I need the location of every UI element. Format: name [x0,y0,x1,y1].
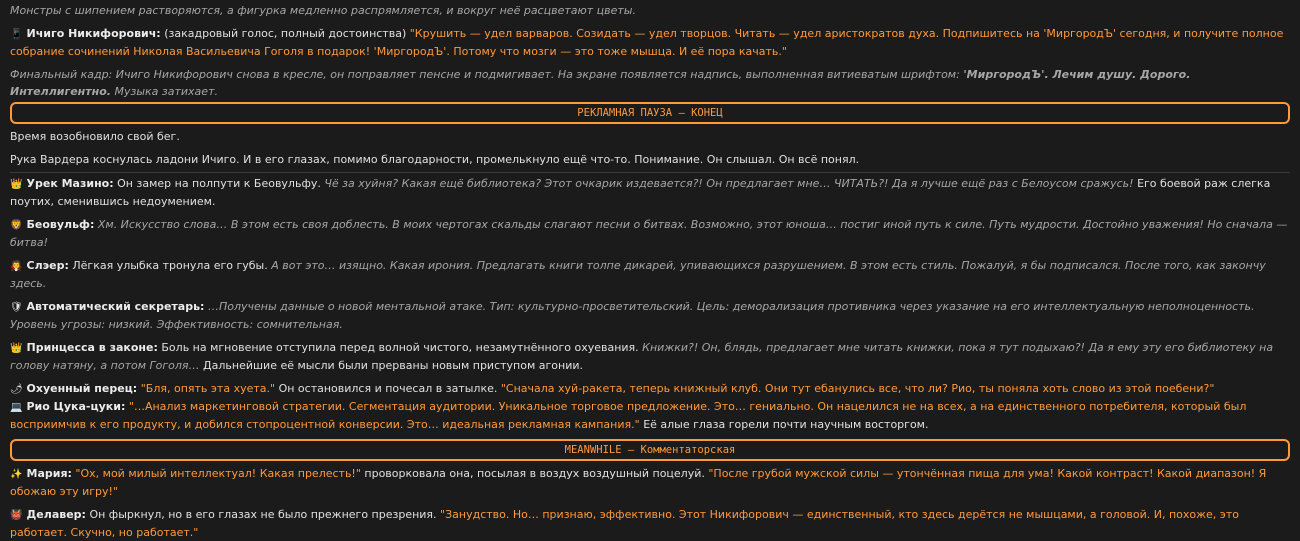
slogan: 'МиргородЪ'. Лечим душу. Дорого. Интеллигентно. [10,68,1191,98]
action: Её алые глаза горели почти научным восторгом. [643,418,929,431]
banner-meanwhile: MEANWHILE – Комментаторская [10,439,1290,461]
action: Лёгкая улыбка тронула его губы. [72,259,268,272]
speech: "…Анализ маркетинговой стратегии. Сегментация аудитории. Уникальное торговое предложение. Это… гениально. Он нацелился не на всех, а на единственного потребителя, который был восприимчив к его продукту, и добился стопроцентной конверсии. Это… идеальная рекламная кампания." [10,400,1247,431]
message-beowulf [10,216,1290,251]
speaker-name: Охуенный перец: [26,382,138,395]
message-rio [10,398,1290,433]
message-delaver [10,506,1290,541]
narration-time: Время возобновило свой бег. [10,130,180,143]
speech: "После грубой мужской силы — утончённая пища для ума! Какой контраст! Какой диапазон! Я обожаю эту игру!" [10,467,1267,498]
speaker-name: Урек Мазино: [26,177,114,190]
message-secretary [10,298,1290,333]
system-text: …Получены данные о новой ментальной атаке. Тип: культурно-просветительский. Цель: деморализация противника через указание на его интеллектуальную неполноценность. Уровень угрозы: низкий. Эффективность: сомнительная. [10,300,1255,331]
narration-final-frame [10,66,1290,100]
speaker-name: Принцесса в законе: [26,341,158,354]
message-pepper [10,380,1290,398]
thought: Чё за хуйня? Какая ещё библиотека? Этот очкарик издевается?! Он предлагает мне… ЧИТАТЬ?! Да я лучше ещё раз с Белоусом сражусь! [324,177,1134,190]
final-frame-lead: Финальный кадр: Ичиго Никифорович снова в кресле, он поправляет пенсне и подмигивает. На экране появляется надпись, выполненная витиеватым шрифтом: [10,68,960,81]
action: Он замер на полпути к Беовульфу. [117,177,321,190]
action: Боль на мгновение отступила перед волной чистого, незамутнённого охуевания. [161,341,639,354]
message-slayer [10,257,1290,292]
sparkles-icon: ✨ [10,469,23,480]
thought: Хм. Искусство слова… В этом есть своя доблесть. В моих чертогах скальды слагают песни о битвах. Возможно, этот юноша… постиг иной путь к силе. Путь мудрости. Достойно уважения! Но сначала — битва! [10,218,1288,249]
thought: Книжки?! Он, блядь, предлагает мне читать книжки, пока я тут подыхаю?! Да я ему эту его библиотеку на голову натяну, а потом Гоголя… [10,341,1274,372]
speaker-name: Автоматический секретарь: [26,300,205,313]
message-ichigo [10,25,1290,60]
banner-ad-end: РЕКЛАМНАЯ ПАУЗА – КОНЕЦ [10,102,1290,124]
speech: "Крушить — удел варваров. Созидать — удел творцов. Читать — удел аристократов духа. Подпишитесь на 'МиргородЪ' сегодня, и получите полное собрание сочинений Николая Васильевича Гоголя в подарок! 'МиргородЪ'. Потому что мозги — это тоже мышца. И её пора качать." [10,27,1284,58]
demon-icon: 👹 [10,510,23,521]
action: Он фыркнул, но в его глазах не было прежнего презрения. [89,508,437,521]
narration-varder: Рука Вардера коснулась ладони Ичиго. И в его глазах, помимо благодарности, промелькнуло ещё что-то. Понимание. Он слышал. Он всё понял. [10,153,860,166]
speaker-name: Беовульф: [26,218,95,231]
message-princess [10,339,1290,374]
action: проворковала она, посылая в воздух воздушный поцелуй. [364,467,705,480]
pepper-icon: 🌶 [10,384,23,395]
speech: "Сначала хуй-ракета, теперь книжный клуб. Они тут ебанулись все, что ли? Рио, ты поняла хоть слово из этой поебени?" [500,382,1215,395]
speech: "Ох, мой милый интеллектуал! Какая прелесть!" [75,467,361,480]
speaker-name: Слэер: [26,259,69,272]
message-urek [10,175,1290,210]
final-frame-tail: Музыка затихает. [114,85,218,98]
speaker-name: Делавер: [26,508,86,521]
narration-intro: Монстры с шипением растворяются, а фигурка медленно распрямляется, и вокруг неё расцветают цветы. [10,4,636,17]
phone-icon: 📱 [10,29,23,40]
message-maria [10,465,1290,500]
action: Он остановился и почесал в затылке. [278,382,498,395]
action: Дальнейшие её мысли были прерваны новым приступом агонии. [203,359,583,372]
crown-icon: 👑 [10,179,23,190]
thought: А вот это… изящно. Какая ирония. Предлагать книги толпе дикарей, упивающихся разрушением. В этом есть стиль. Пожалуй, я бы подписался. После того, как закончу здесь. [10,259,1266,290]
crown-icon: 👑 [10,343,23,354]
shield-icon: 🛡 [10,302,23,313]
laptop-icon: 💻 [10,402,23,413]
speech: "Занудство. Но… признаю, эффективно. Этот Никифорович — единственный, кто здесь дерётся не мышцами, а головой. И, похоже, это работает. Скучно, но работает." [10,508,1239,539]
speaker-name: Мария: [26,467,72,480]
divider [10,172,1290,173]
lion-icon: 🦁 [10,220,23,231]
speaker-name: Ичиго Никифорович: [26,27,161,40]
stage-direction: (закадровый голос, полный достоинства) [164,27,407,40]
speaker-name: Рио Цука-цуки: [26,400,126,413]
action: Его боевой раж слегка поутих, сменившись недоумением. [10,177,1271,208]
speech: "Бля, опять эта хуета." [140,382,276,395]
vampire-icon: 🧛 [10,261,23,272]
